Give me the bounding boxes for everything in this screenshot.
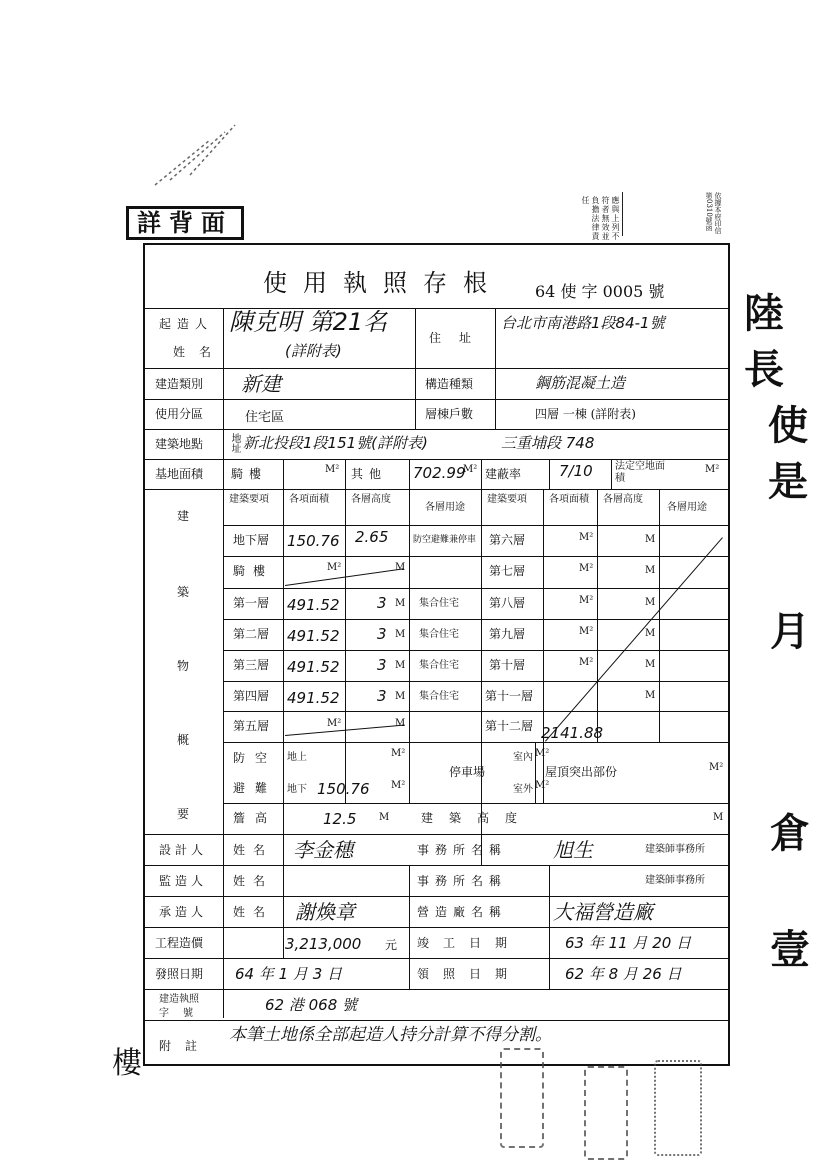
designer-office-tail: 建築師事務所 [645, 844, 705, 855]
applicant-label: 起造人 [159, 317, 214, 331]
other-value: 702.99 [413, 464, 466, 482]
unit-m2: M² [579, 657, 594, 668]
receive-date-label: 領照日期 [417, 967, 522, 981]
col-header: 建築要項 [487, 494, 527, 505]
building-summary-label-5: 要 [177, 807, 190, 821]
address-value: 台北市南港路1段84-1號 [501, 314, 665, 332]
shelter-label-1: 防空 [233, 751, 278, 765]
floor-item: 第七層 [489, 564, 526, 578]
unit-m: M [645, 628, 656, 639]
col-header: 各層高度 [603, 494, 643, 505]
shelter-label-2: 避難 [233, 781, 278, 795]
eaves-label: 簷高 [233, 811, 278, 825]
supervisor-office-tail: 建築師事務所 [645, 875, 705, 886]
floor-item: 第九層 [489, 627, 526, 641]
building-type-value: 新建 [241, 372, 281, 396]
edge-char: 倉 [770, 810, 810, 857]
floor-item: 第六層 [489, 533, 526, 547]
col-header: 各層用途 [667, 502, 707, 513]
zoning-label: 使用分區 [155, 407, 204, 421]
floor-area: 491.52 [287, 658, 340, 676]
floor-use: 集合住宅 [419, 691, 459, 702]
unit-m: M [395, 660, 406, 671]
floor-item: 第十一層 [485, 689, 534, 703]
unit-m2: M² [391, 748, 406, 759]
site-label: 建築地點 [155, 437, 204, 451]
contractor-office: 大福營造廠 [553, 900, 653, 924]
receive-date: 62 年 8 月 26 日 [565, 965, 682, 983]
edge-char: 陸 [744, 290, 784, 337]
unit-m: M [395, 691, 406, 702]
applicant-name-note: (詳附表) [285, 342, 342, 360]
floor-item: 第一層 [233, 596, 270, 610]
coverage-label: 建蔽率 [485, 467, 522, 481]
permit-label-1: 建造執照 [159, 994, 199, 1005]
site-area-label: 基地面積 [155, 467, 204, 481]
coverage-value: 7/10 [559, 462, 593, 480]
floor-area: 150.76 [287, 532, 340, 550]
issue-date-label: 發照日期 [155, 967, 204, 981]
floor-use: 集合住宅 [419, 598, 459, 609]
issue-date: 64 年 1 月 3 日 [235, 965, 343, 983]
eaves-unit: M [379, 812, 390, 823]
supervisor-role: 監造人 [159, 874, 208, 888]
supervisor-office-label: 事務所名稱 [417, 874, 508, 888]
right-edge-text [740, 292, 830, 1072]
edge-char: 壹 [770, 926, 810, 973]
col-header: 各層用途 [425, 502, 465, 513]
detail-reverse-tag: 詳背面 [126, 206, 244, 240]
shelter-above: 地上 [287, 752, 307, 763]
unit-m2: M² [579, 626, 594, 637]
floor-item: 地下層 [233, 533, 270, 547]
col-header: 各項面積 [549, 494, 589, 505]
other-unit: M² [463, 464, 478, 475]
floor-height: 3 [377, 594, 387, 612]
designer-name: 李金穗 [293, 838, 353, 862]
edge-char: 是 [768, 458, 808, 505]
structure-value: 鋼筋混凝土造 [535, 374, 626, 392]
col-header: 各層高度 [351, 494, 391, 505]
building-height-label: 建築高度 [421, 811, 534, 825]
floor-area: 491.52 [287, 627, 340, 645]
form-title: 使用執照存根 [263, 269, 503, 297]
floor-item: 第八層 [489, 596, 526, 610]
completion-label: 竣工日期 [417, 936, 522, 950]
unit-m: M [645, 565, 656, 576]
floor-item: 第五層 [233, 719, 270, 733]
eaves-value: 12.5 [323, 810, 357, 828]
remark-value: 本筆土地係全部起造人持分計算不得分割。 [229, 1025, 552, 1045]
contractor-name: 謝煥章 [295, 900, 355, 924]
floor-area: 491.52 [287, 689, 340, 707]
unit-m2: M² [535, 780, 550, 791]
building-summary-label-2: 築 [177, 585, 190, 599]
floor-height: 2.65 [355, 528, 389, 546]
unit-m2: M² [535, 748, 550, 759]
pencil-scribble [150, 120, 240, 190]
building-height-unit: M [713, 812, 724, 823]
parking-outdoor: 室外 [513, 784, 533, 795]
shelter-below-value: 150.76 [317, 780, 370, 798]
side-note-stamp: 依據本府印信第0310號函 [622, 192, 722, 236]
building-summary-label-1: 建 [177, 509, 190, 523]
left-margin-char: 樓 [112, 1046, 142, 1081]
permit-label-2: 字號 [159, 1008, 207, 1019]
side-note: 應與上列不符者無效並負擔法律責任 [581, 196, 620, 241]
floors-label: 層棟戶數 [425, 407, 474, 421]
unit-m: M [645, 659, 656, 670]
cost-label: 工程造價 [155, 936, 204, 950]
edge-char: 使 [768, 402, 808, 449]
site-value: 新北投段1段151號(詳附表) [243, 434, 428, 452]
unit-m: M [395, 718, 406, 729]
floor-height: 3 [377, 656, 387, 674]
unit-m: M [645, 690, 656, 701]
floor-height: 3 [377, 625, 387, 643]
arcade-unit: M² [325, 464, 340, 475]
floor-area: 491.52 [287, 596, 340, 614]
unit-m2: M² [579, 595, 594, 606]
unit-m2: M² [327, 562, 342, 573]
applicant-name-label: 姓名 [173, 345, 226, 359]
legal-open-area-unit: M² [705, 464, 720, 475]
contractor-name-label: 姓名 [233, 905, 274, 919]
designer-office: 旭生 [553, 838, 593, 862]
zoning-value: 住宅區 [245, 410, 285, 425]
designer-name-label: 姓名 [233, 843, 274, 857]
address-label: 住址 [429, 331, 490, 345]
arcade-label: 騎樓 [231, 467, 268, 481]
floor-use: 防空避難兼停車 [413, 535, 477, 545]
building-summary-label-4: 概 [177, 733, 190, 747]
unit-m2: M² [327, 718, 342, 729]
floor-item: 第十層 [489, 658, 526, 672]
unit-m2: M² [579, 563, 594, 574]
supervisor-name-label: 姓名 [233, 874, 274, 888]
floor-item: 第四層 [233, 689, 270, 703]
contractor-office-label: 營造廠名稱 [417, 905, 508, 919]
site-sub-label: 地址 [229, 433, 240, 453]
parking-label: 停車場 [449, 765, 486, 779]
unit-m2: M² [579, 532, 594, 543]
unit-m: M [395, 598, 406, 609]
parking-indoor: 室內 [513, 752, 533, 763]
roof-projection-label: 屋頂突出部份 [545, 765, 618, 779]
contractor-role: 承造人 [159, 905, 208, 919]
edge-char: 長 [744, 346, 784, 393]
building-summary-label-3: 物 [177, 659, 190, 673]
usage-permit-stub-form [143, 243, 730, 1066]
building-type-label: 建造類別 [155, 377, 204, 391]
permit-number: 64 使 字 0005 號 [535, 282, 665, 301]
floor-use: 集合住宅 [419, 660, 459, 671]
completion-date: 63 年 11 月 20 日 [565, 934, 692, 952]
designer-role: 設計人 [159, 843, 208, 857]
floors-value: 四層 一棟 (詳附表) [535, 407, 636, 421]
floor-item: 第二層 [233, 627, 270, 641]
unit-m2: M² [391, 780, 406, 791]
unit-m: M [645, 597, 656, 608]
cost-value: 3,213,000 [285, 935, 362, 953]
site-value-2: 三重埔段 748 [501, 434, 595, 452]
legal-open-area-label: 法定空地面積 [615, 461, 665, 484]
unit-m: M [395, 629, 406, 640]
official-seal [584, 1066, 628, 1160]
edge-char: 月 [770, 608, 810, 655]
cost-unit: 元 [385, 938, 398, 952]
floor-use: 集合住宅 [419, 629, 459, 640]
remark-label: 附註 [159, 1039, 212, 1053]
floor-height: 3 [377, 687, 387, 705]
floor-item: 騎樓 [233, 564, 274, 578]
designer-office-label: 事務所名稱 [417, 843, 508, 857]
shelter-below: 地下 [287, 784, 307, 795]
total-floor-area: 2141.88 [541, 724, 604, 742]
official-seal [500, 1048, 544, 1148]
floor-item: 第十二層 [485, 719, 534, 733]
col-header: 建築要項 [229, 494, 269, 505]
unit-m: M [395, 562, 406, 573]
col-header: 各項面積 [289, 494, 329, 505]
floor-item: 第三層 [233, 658, 270, 672]
unit-m: M [645, 534, 656, 545]
permit-value: 62 港 068 號 [265, 996, 358, 1014]
applicant-name-value: 陳克明 第21名 [229, 308, 388, 336]
structure-label: 構造種類 [425, 377, 474, 391]
unit-m2: M² [709, 762, 724, 773]
other-label: 其他 [351, 467, 388, 481]
official-seal [654, 1060, 702, 1156]
